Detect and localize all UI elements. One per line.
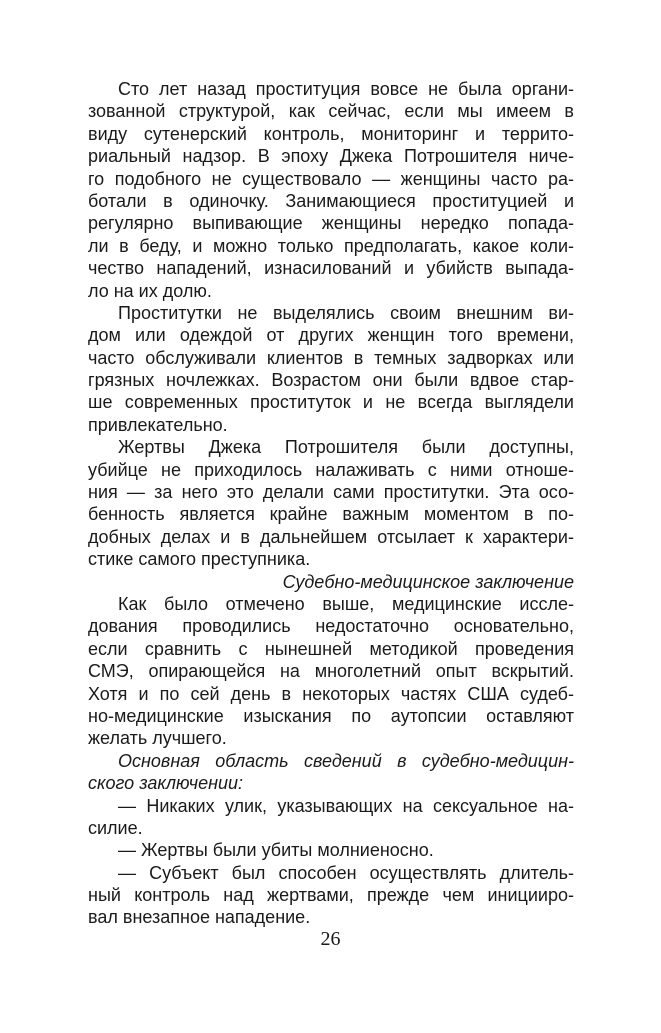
text-line: грязных ночлежках. Возрастом они были вдвое стар- bbox=[88, 370, 574, 391]
text-line: Проститутки не выделялись своим внешним ви- bbox=[118, 302, 574, 323]
text-line: — Субъект был способен осуществлять длитель- bbox=[118, 862, 574, 883]
text-line: стике самого преступника. bbox=[88, 549, 311, 570]
paragraph bbox=[88, 593, 574, 750]
text-line: го подобного не существовало — женщины часто ра- bbox=[88, 168, 574, 189]
text-line: дом или одеждой от других женщин того времени, bbox=[88, 325, 574, 346]
text-line: чество нападений, изнасилований и убийств выпада- bbox=[88, 258, 574, 279]
text-line: Хотя и по сей день в некоторых частях США судеб- bbox=[88, 683, 574, 704]
text-line: Как было отмечено выше, медицинские иссле- bbox=[118, 593, 574, 614]
page-number: 26 bbox=[320, 928, 341, 950]
text-line: добных делах и в дальнейшем отсылает к характери- bbox=[88, 526, 574, 547]
text-line: виду сутенерский контроль, мониторинг и террито- bbox=[88, 123, 574, 144]
text-line: ния — за него это делали сами проститутки. Эта осо- bbox=[88, 482, 574, 503]
text-line: убийце не приходилось налаживать с ними отноше- bbox=[88, 459, 574, 480]
text-line: ботали в одиночку. Занимающиеся проституцией и bbox=[88, 190, 574, 211]
text-line: регулярно выпивающие женщины нередко попада- bbox=[88, 213, 574, 234]
text-line: привлекательно. bbox=[88, 414, 228, 435]
text-line: риальный надзор. В эпоху Джека Потрошителя ниче- bbox=[88, 146, 574, 167]
text-line: зованной структурой, как сейчас, если мы имеем в bbox=[88, 101, 574, 122]
text-line: дования проводились недостаточно основательно, bbox=[88, 616, 574, 637]
text-line: силие. bbox=[88, 817, 143, 838]
paragraph bbox=[88, 436, 574, 570]
text-line: бенность является крайне важным моментом в по- bbox=[88, 504, 574, 525]
text-line: ли в беду, и можно только предполагать, какое коли- bbox=[88, 235, 574, 256]
paragraph bbox=[88, 795, 574, 840]
text-line: вал внезапное нападение. bbox=[88, 907, 311, 928]
text-line: — Жертвы были убиты молниеносно. bbox=[118, 840, 434, 861]
paragraph bbox=[88, 862, 574, 929]
text-line: СМЭ, опирающейся на многолетний опыт вскрытий. bbox=[88, 661, 574, 682]
paragraph bbox=[88, 839, 574, 861]
section-heading bbox=[88, 571, 574, 593]
text-line: ный контроль над жертвами, прежде чем иницииро- bbox=[88, 885, 574, 906]
paragraph bbox=[88, 78, 574, 302]
paragraph bbox=[88, 302, 574, 436]
text-line: ло на их долю. bbox=[88, 280, 212, 301]
text-line: часто обслуживали клиентов в темных задворках или bbox=[88, 347, 574, 368]
text-line: ского заключении: bbox=[88, 773, 244, 794]
text-line: но-медицинские изыскания по аутопсии оставляют bbox=[88, 705, 574, 726]
text-line: желать лучшего. bbox=[88, 728, 227, 749]
text-line: если сравнить с нынешней методикой проведения bbox=[88, 638, 574, 659]
text-line: Жертвы Джека Потрошителя были доступны, bbox=[118, 437, 574, 458]
text-line: Судебно-медицинское заключение bbox=[282, 571, 574, 592]
text-line: Сто лет назад проституция вовсе не была органи- bbox=[118, 79, 574, 99]
paragraph bbox=[88, 750, 574, 795]
text-line: Основная область сведений в судебно-медицин- bbox=[118, 750, 574, 771]
text-line: ше современных проституток и не всегда выглядели bbox=[88, 392, 574, 413]
page-body bbox=[88, 78, 574, 929]
text-line: — Никаких улик, указывающих на сексуальное на- bbox=[118, 795, 574, 816]
